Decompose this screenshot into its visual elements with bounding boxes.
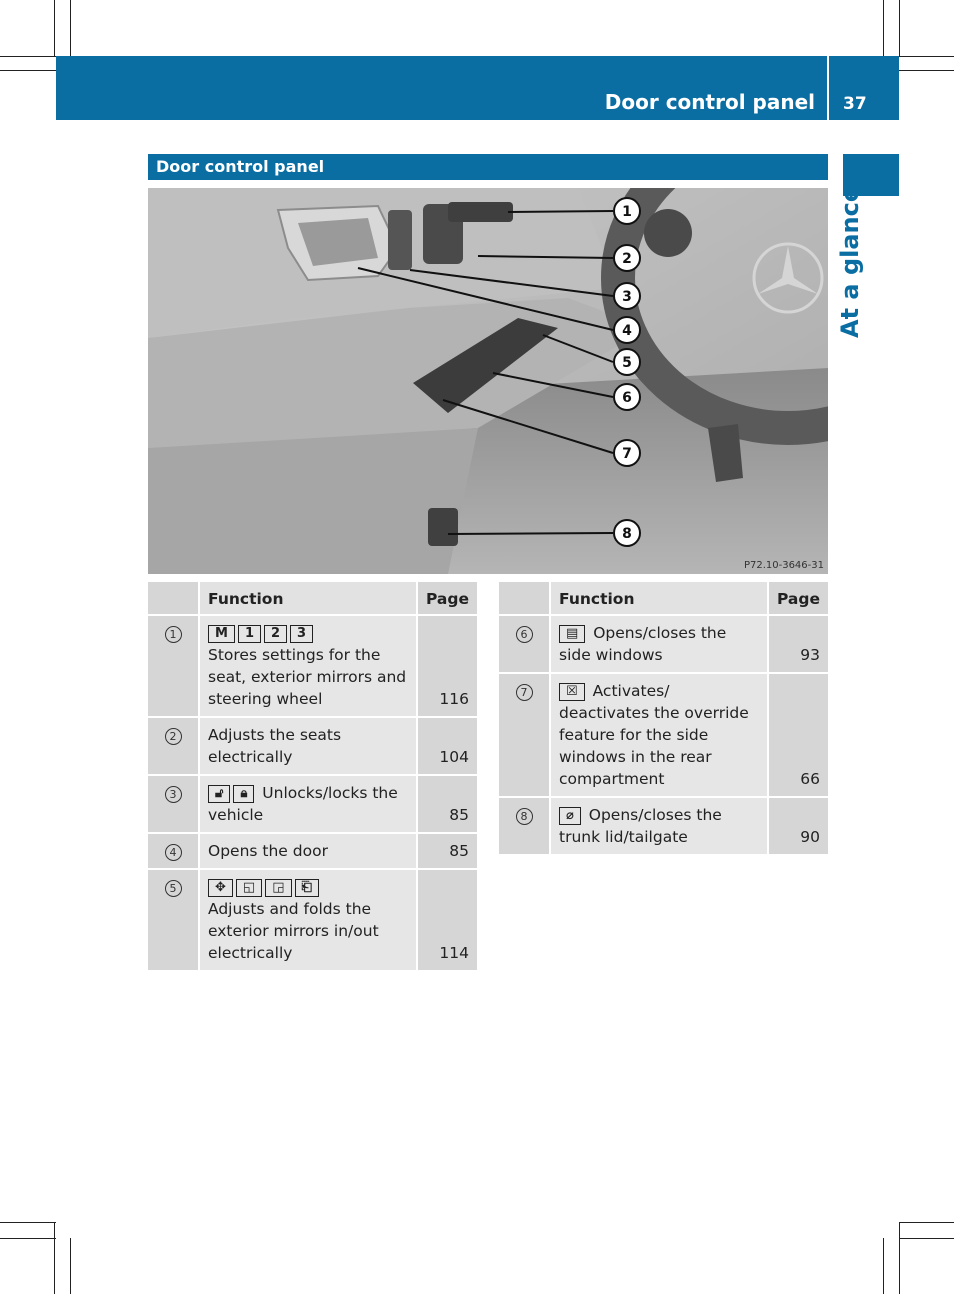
page-number: 37 <box>843 94 867 114</box>
function-text: Activates/ deactivates the override feature for the side windows in the rear compartment <box>559 682 749 788</box>
window-lock-icon: ☒ <box>559 683 585 701</box>
function-table-right <box>499 582 828 856</box>
table-row <box>148 615 477 717</box>
window-icon: ▤ <box>559 625 585 643</box>
function-text: Opens the door <box>199 833 417 869</box>
function-text: Adjusts the seats electrically <box>199 717 417 775</box>
crop-mark <box>899 1222 900 1294</box>
crop-mark <box>883 0 884 56</box>
column-header-page: Page <box>417 582 477 615</box>
column-header-page: Page <box>768 582 828 615</box>
page-header <box>56 56 899 120</box>
page-ref: 90 <box>768 797 828 855</box>
table-row <box>148 833 477 869</box>
row-number: 8 <box>516 808 533 825</box>
right-mirror-icon: ◲ <box>265 879 291 897</box>
row-number: 4 <box>165 844 182 861</box>
crop-mark <box>899 1238 954 1239</box>
crop-mark <box>70 0 71 56</box>
function-text: Adjusts and folds the exterior mirrors in/out electrically <box>208 900 379 962</box>
page-ref: 104 <box>417 717 477 775</box>
crop-mark <box>899 0 900 56</box>
row-number: 6 <box>516 626 533 643</box>
row-number: 1 <box>165 626 182 643</box>
function-text: Stores settings for the seat, exterior mirrors and steering wheel <box>208 646 407 708</box>
lock-icon: 🔒︎ <box>233 785 254 803</box>
table-header-row <box>148 582 477 615</box>
trunk-icon: ⌀ <box>559 807 581 825</box>
function-text: Opens/closes the side windows <box>559 624 727 664</box>
callout-2: 2 <box>622 251 632 267</box>
memory-1-icon: 1 <box>238 625 261 643</box>
callout-4: 4 <box>622 323 632 339</box>
page-ref: 93 <box>768 615 828 673</box>
page-ref: 116 <box>417 615 477 717</box>
crop-mark <box>899 1222 954 1223</box>
chapter-label: At a glance <box>836 185 864 338</box>
mirror-adjust-icon: ✥ <box>208 879 233 897</box>
crop-mark <box>0 56 56 57</box>
crop-mark <box>70 1238 71 1294</box>
page-ref: 114 <box>417 869 477 971</box>
memory-key-icon: M <box>208 625 235 643</box>
table-row <box>148 869 477 971</box>
row-number: 5 <box>165 880 182 897</box>
table-row <box>148 717 477 775</box>
memory-2-icon: 2 <box>264 625 287 643</box>
row-number: 2 <box>165 728 182 745</box>
header-title: Door control panel <box>604 90 815 114</box>
callout-5: 5 <box>622 355 632 371</box>
table-row <box>499 673 828 797</box>
crop-mark <box>899 70 954 71</box>
crop-mark <box>0 1238 56 1239</box>
memory-3-icon: 3 <box>290 625 313 643</box>
crop-mark <box>883 1238 884 1294</box>
unlock-icon: 🔓︎ <box>208 785 230 803</box>
row-number: 7 <box>516 684 533 701</box>
crop-mark <box>54 0 55 56</box>
callout-6: 6 <box>622 390 632 406</box>
section-title: Door control panel <box>156 157 325 176</box>
crop-mark <box>54 1222 55 1294</box>
callout-1: 1 <box>622 204 632 220</box>
door-panel-photo <box>148 188 828 574</box>
crop-mark <box>0 70 56 71</box>
function-text: Unlocks/locks the vehicle <box>208 784 398 824</box>
column-header-function: Function <box>550 582 768 615</box>
table-row <box>499 797 828 855</box>
page-ref: 85 <box>417 833 477 869</box>
left-mirror-icon: ◱ <box>236 879 262 897</box>
table-row <box>499 615 828 673</box>
photo-code: P72.10-3646-31 <box>743 560 824 571</box>
page-ref: 66 <box>768 673 828 797</box>
column-header-function: Function <box>199 582 417 615</box>
crop-mark <box>899 56 954 57</box>
section-heading <box>148 154 828 180</box>
table-header-row <box>499 582 828 615</box>
table-row <box>148 775 477 833</box>
callout-3: 3 <box>622 289 632 305</box>
callout-7: 7 <box>622 446 632 462</box>
row-number: 3 <box>165 786 182 803</box>
header-divider <box>827 56 829 120</box>
page-ref: 85 <box>417 775 477 833</box>
crop-mark <box>0 1222 56 1223</box>
callout-8: 8 <box>622 526 632 542</box>
fold-mirror-icon: ⎗ <box>295 879 319 897</box>
function-text: Opens/closes the trunk lid/tailgate <box>559 806 722 846</box>
function-table-left <box>148 582 477 972</box>
